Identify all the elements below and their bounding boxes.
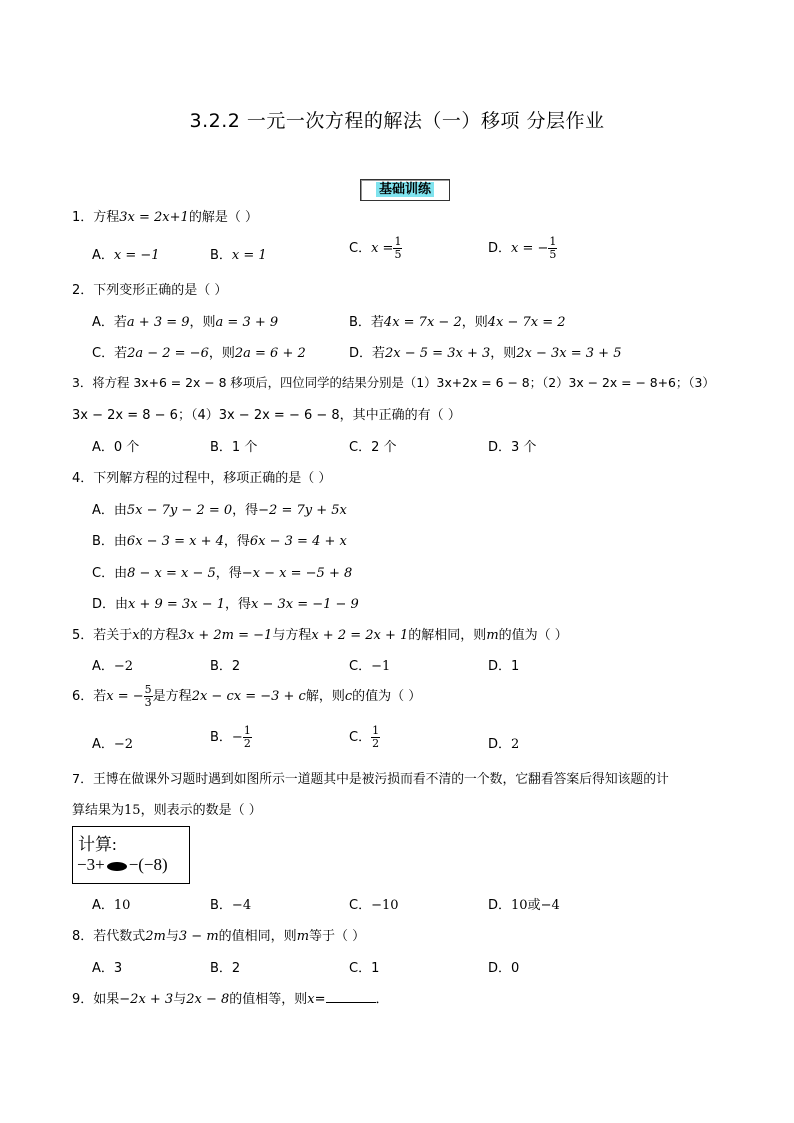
option-label: A． [92, 248, 114, 263]
q5-text: 的方程 [139, 628, 179, 643]
q4-option-c[interactable] [92, 562, 352, 581]
calc-right: −(−8) [128, 855, 168, 874]
q9-var: x [307, 992, 315, 1007]
q7-option-b[interactable] [210, 894, 251, 913]
q5-var: x [132, 628, 140, 643]
q7-text: ，则表示的数是（ ） [140, 803, 262, 818]
q4-option-a[interactable] [92, 499, 347, 518]
option-label: B． [210, 898, 232, 913]
option-eq2: 2x − 3x = 3 + 5 [516, 346, 622, 361]
q6-option-b[interactable] [210, 725, 252, 750]
fraction-numerator: 1 [372, 724, 380, 737]
q6-equation: 2x − cx = −3 + c [191, 689, 306, 704]
calc-expression [77, 855, 168, 875]
q1-option-b[interactable] [210, 244, 267, 263]
q1-option-c[interactable] [349, 236, 402, 261]
q3-option-b[interactable]: B．1 个 [210, 440, 258, 455]
fraction [393, 236, 402, 261]
q9-expr2: 2x − 8 [186, 992, 230, 1007]
option-label: C． [349, 659, 372, 674]
fraction-numerator: 1 [243, 724, 251, 737]
option-label: C．若 [92, 346, 128, 361]
option-eq1: 4x = 7x − 2 [383, 315, 462, 330]
q1-option-d[interactable] [488, 236, 557, 261]
question-3-line-1: 3．将方程 3x+6 = 2x − 8 移项后，四位同学的结果分别是（1）3x+2x = 6 − 8；（2）3x − 2x = − 8+6；（3） [72, 375, 715, 390]
option-eq1: a + 3 = 9 [126, 315, 190, 330]
option-label: D． [488, 241, 512, 256]
fraction-numerator: 1 [549, 235, 557, 248]
q8-text: 8．若代数式 [72, 929, 146, 944]
q5-var2: m [486, 628, 499, 643]
option-mid: ，则 [461, 315, 488, 330]
q4-option-b[interactable] [92, 530, 347, 549]
q8-text: 与 [165, 929, 179, 944]
question-7-line-2 [72, 799, 262, 818]
option-eq1: 8 − x = x − 5 [127, 566, 216, 581]
fraction [243, 725, 252, 750]
option-label: A． [92, 659, 114, 674]
q2-option-c[interactable] [92, 342, 306, 361]
fraction-denominator: 5 [394, 248, 402, 261]
option-mid: ，得 [232, 503, 259, 518]
q7-value: 15 [124, 803, 141, 818]
option-value-2: −4 [540, 898, 560, 913]
option-value: 2 [511, 737, 520, 752]
option-label: B． [210, 248, 232, 263]
option-value: x = − [511, 241, 549, 256]
fraction-denominator: 5 [549, 248, 557, 261]
option-value: 10 [113, 898, 131, 913]
option-value: −4 [231, 898, 252, 913]
q6-text: 解，则 [305, 689, 345, 704]
q4-option-d[interactable] [92, 593, 359, 612]
q1-text: 1．方程 [72, 210, 120, 225]
option-value: − [231, 730, 243, 745]
q8-option-a[interactable]: A．3 [92, 961, 123, 976]
q5-option-b[interactable] [210, 655, 240, 674]
q7-option-d[interactable] [488, 894, 560, 913]
option-value: −10 [371, 898, 399, 913]
option-mid: ，则 [208, 346, 235, 361]
option-label: A．由 [92, 503, 127, 518]
section-label-text: 基础训练 [376, 182, 434, 197]
q8-option-b[interactable]: B．2 [210, 961, 241, 976]
option-label: B．若 [349, 315, 384, 330]
fraction-numerator: 1 [394, 235, 402, 248]
q8-expr2: 3 − m [178, 929, 219, 944]
option-label: C． [349, 730, 372, 745]
option-eq2: −2 = 7y + 5x [258, 503, 347, 518]
option-eq2: x − 3x = −1 − 9 [250, 597, 359, 612]
fraction-numerator: 5 [144, 683, 152, 696]
option-eq2: −x − x = −5 + 8 [241, 566, 353, 581]
calc-title: 计算: [78, 835, 117, 854]
q7-option-c[interactable] [349, 894, 399, 913]
option-value: x = −1 [113, 248, 160, 263]
section-label [360, 179, 450, 201]
option-eq2: 4x − 7x = 2 [487, 315, 566, 330]
option-value: −1 [371, 659, 391, 674]
q9-expr1: −2x + 3 [119, 992, 174, 1007]
question-4-stem: 4．下列解方程的过程中，移项正确的是（ ） [72, 471, 332, 486]
question-1-stem [72, 206, 258, 225]
option-label: C．由 [92, 566, 128, 581]
q6-option-d[interactable] [488, 733, 519, 752]
question-7-line-1: 7．王博在做课外习题时遇到如图所示一道题其中是被污损而看不清的一个数，它翻看答案后得知该题的计 [72, 772, 669, 787]
q9-text: = [314, 992, 326, 1007]
option-label: A． [92, 898, 114, 913]
fraction [548, 236, 557, 261]
q5-eq2: x + 2 = 2x + 1 [311, 628, 409, 643]
q8-option-d[interactable]: D．0 [488, 961, 520, 976]
option-value: −2 [113, 659, 134, 674]
option-label: D． [488, 659, 512, 674]
question-8-stem [72, 925, 365, 944]
fraction-denominator: 3 [144, 696, 152, 709]
option-eq2: 2a = 6 + 2 [234, 346, 306, 361]
option-label: C． [349, 898, 372, 913]
option-mid: ，则 [490, 346, 517, 361]
q2-option-a[interactable] [92, 311, 278, 330]
q6-option-a[interactable] [92, 733, 133, 752]
option-eq1: x + 9 = 3x − 1 [128, 597, 225, 612]
q3-option-a[interactable]: A．0 个 [92, 440, 140, 455]
question-6-stem [72, 684, 421, 709]
option-mid: 或 [527, 898, 541, 913]
option-label: D．若 [349, 346, 386, 361]
q7-option-a[interactable] [92, 894, 130, 913]
q8-text: 的值相同，则 [218, 929, 297, 944]
question-5-stem [72, 624, 568, 643]
option-mid: ，得 [224, 597, 251, 612]
q8-text: 等于（ ） [309, 929, 366, 944]
q5-eq1: 3x + 2m = −1 [178, 628, 273, 643]
option-eq1: 5x − 7y − 2 = 0 [126, 503, 233, 518]
ink-blot-icon [107, 862, 127, 871]
option-eq1: 6x − 3 = x + 4 [126, 534, 224, 549]
q5-option-d[interactable] [488, 655, 519, 674]
option-label: D． [488, 898, 512, 913]
question-3-line-2: 3x − 2x = 8 − 6；（4）3x − 2x = − 6 − 8，其中正确的有（ ） [72, 408, 461, 423]
option-label: B． [210, 730, 232, 745]
fraction-denominator: 2 [243, 737, 251, 750]
q9-text: 的值相等，则 [229, 992, 308, 1007]
q9-text: ． [375, 992, 389, 1007]
option-mid: ，则 [189, 315, 216, 330]
option-label: B．由 [92, 534, 127, 549]
option-label: A．若 [92, 315, 127, 330]
option-label: A． [92, 737, 114, 752]
calc-left: −3+ [77, 855, 105, 874]
q1-equation: 3x = 2x+1 [119, 210, 189, 225]
q6-text: 6．若 [72, 689, 107, 704]
answer-blank[interactable] [326, 991, 376, 1003]
fraction [371, 725, 380, 750]
q8-option-c[interactable]: C．1 [349, 961, 380, 976]
option-label: D．由 [92, 597, 129, 612]
q1-text-end: 的解是（ ） [188, 210, 258, 225]
option-value: x = [371, 241, 394, 256]
q9-text: 9．如果 [72, 992, 120, 1007]
option-mid: ，得 [223, 534, 250, 549]
q5-text: 5．若关于 [72, 628, 133, 643]
question-2-stem: 2．下列变形正确的是（ ） [72, 283, 228, 298]
q5-text: 的解相同，则 [408, 628, 487, 643]
q7-text: 算结果为 [72, 803, 125, 818]
option-eq1: 2x − 5 = 3x + 3 [385, 346, 491, 361]
fraction-denominator: 2 [372, 737, 380, 750]
q5-option-c[interactable] [349, 655, 390, 674]
q5-option-a[interactable] [92, 655, 133, 674]
option-value: 2 [231, 659, 241, 674]
option-label: D． [488, 737, 512, 752]
option-eq1: 2a − 2 = −6 [127, 346, 209, 361]
q6-text: 是方程 [152, 689, 192, 704]
option-label: C． [349, 241, 372, 256]
question-9-stem [72, 988, 389, 1007]
option-eq2: a = 3 + 9 [215, 315, 279, 330]
q3-option-d[interactable]: D．3 个 [488, 440, 537, 455]
option-value: 1 [511, 659, 520, 674]
q9-text: 与 [173, 992, 187, 1007]
q5-text: 与方程 [272, 628, 312, 643]
q5-text: 的值为（ ） [498, 628, 568, 643]
option-mid: ，得 [215, 566, 242, 581]
option-eq2: 6x − 3 = 4 + x [249, 534, 347, 549]
q8-var: m [296, 929, 310, 944]
option-value: −2 [113, 737, 134, 752]
q2-option-d[interactable] [349, 342, 621, 361]
q6-var: x = − [106, 689, 144, 704]
q6-var-c: c [344, 689, 353, 704]
fraction [144, 684, 153, 709]
option-value: 10 [511, 898, 528, 913]
q3-option-c[interactable]: C．2 个 [349, 440, 397, 455]
option-value: x = 1 [231, 248, 267, 263]
q2-option-b[interactable] [349, 311, 566, 330]
q6-option-c[interactable] [349, 725, 380, 750]
q8-expr1: 2m [145, 929, 166, 944]
page-title: 3.2.2 一元一次方程的解法（一）移项 分层作业 [189, 110, 605, 132]
q1-option-a[interactable] [92, 244, 160, 263]
option-label: B． [210, 659, 232, 674]
q6-text: 的值为（ ） [352, 689, 422, 704]
